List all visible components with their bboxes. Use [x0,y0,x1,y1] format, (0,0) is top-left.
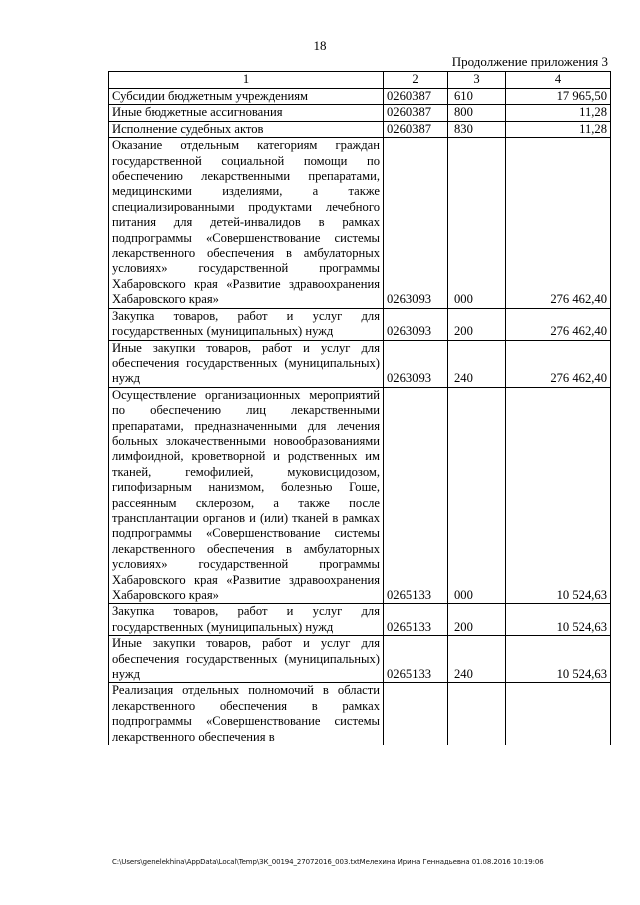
table-row [109,121,611,137]
row-name: Закупка товаров, работ и услуг для государственных (муниципальных) нужд [109,308,384,340]
budget-table [108,71,611,745]
row-type: 200 [448,308,506,340]
table-row [109,89,611,105]
row-name: Иные закупки товаров, работ и услуг для обеспечения государственных (муниципальных) нужд [109,636,384,683]
row-amount: 10 524,63 [506,604,611,636]
row-amount: 10 524,63 [506,636,611,683]
row-name: Закупка товаров, работ и услуг для государственных (муниципальных) нужд [109,604,384,636]
row-type: 000 [448,387,506,604]
row-code [384,683,448,745]
row-code: 0263093 [384,340,448,387]
row-code: 0260387 [384,121,448,137]
row-name: Реализация отдельных полномочий в области лекарственного обеспечения в рамках подпрограммы «Совершенствование системы лекарственного обеспечения в [109,683,384,745]
appendix-continuation-label: Продолжение приложения 3 [451,54,608,69]
row-code: 0260387 [384,89,448,105]
row-type: 800 [448,105,506,121]
table-row [109,340,611,387]
header-col-2: 2 [384,72,448,89]
table-header-row [109,72,611,89]
row-name: Исполнение судебных актов [109,121,384,137]
row-name: Оказание отдельным категориям граждан государственной социальной помощи по обеспечению лекарственными препаратами, медицинскими изделиями, а также специализированными продуктами лечебного питания для детей-инвалидов в рамках подпрограммы «Совершенствование системы лекарственного обеспечения в амбулаторных условиях» государственной программы Хабаровского края «Развитие здравоохранения Хабаровского края» [109,138,384,308]
row-type [448,683,506,745]
row-name: Иные закупки товаров, работ и услуг для обеспечения государственных (муниципальных) нужд [109,340,384,387]
table-row [109,636,611,683]
row-amount [506,683,611,745]
row-amount: 10 524,63 [506,387,611,604]
row-name: Осуществление организационных мероприятий по обеспечению лиц лекарственными препаратами, предназначенными для лечения больных злокачественными новообразованиями лимфоидной, кроветворной и родственных им тканей, гемофилией, муковисцидозом, гипофизарным нанизмом, болезнью Гоше, рассеянным склерозом, а также после трансплантации органов и (или) тканей в рамках подпрограммы «Совершенствование системы лекарственного обеспечения в амбулаторных условиях» государственной программы Хабаровского края «Развитие здравоохранения Хабаровского края» [109,387,384,604]
header-col-4: 4 [506,72,611,89]
row-code: 0265133 [384,604,448,636]
row-amount: 276 462,40 [506,308,611,340]
row-amount: 17 965,50 [506,89,611,105]
row-code: 0263093 [384,308,448,340]
row-amount: 276 462,40 [506,138,611,308]
row-type: 000 [448,138,506,308]
row-code: 0265133 [384,387,448,604]
row-type: 610 [448,89,506,105]
row-amount: 11,28 [506,121,611,137]
row-name: Иные бюджетные ассигнования [109,105,384,121]
table-row [109,308,611,340]
row-type: 240 [448,340,506,387]
file-path-footer: C:\Users\genelekhina\AppData\Local\Temp\ЗК_00194_27072016_003.txtМелехина Ирина Геннадьевна 01.08.2016 10:19:06 [112,858,544,866]
table-row [109,604,611,636]
row-type: 240 [448,636,506,683]
row-code: 0265133 [384,636,448,683]
row-code: 0260387 [384,105,448,121]
row-amount: 11,28 [506,105,611,121]
header-col-3: 3 [448,72,506,89]
page-number: 18 [313,38,327,53]
table-row [109,138,611,308]
header-col-1: 1 [109,72,384,89]
table-row [109,105,611,121]
row-name: Субсидии бюджетным учреждениям [109,89,384,105]
row-type: 200 [448,604,506,636]
row-code: 0263093 [384,138,448,308]
table-row [109,387,611,604]
row-type: 830 [448,121,506,137]
row-amount: 276 462,40 [506,340,611,387]
table-row [109,683,611,745]
